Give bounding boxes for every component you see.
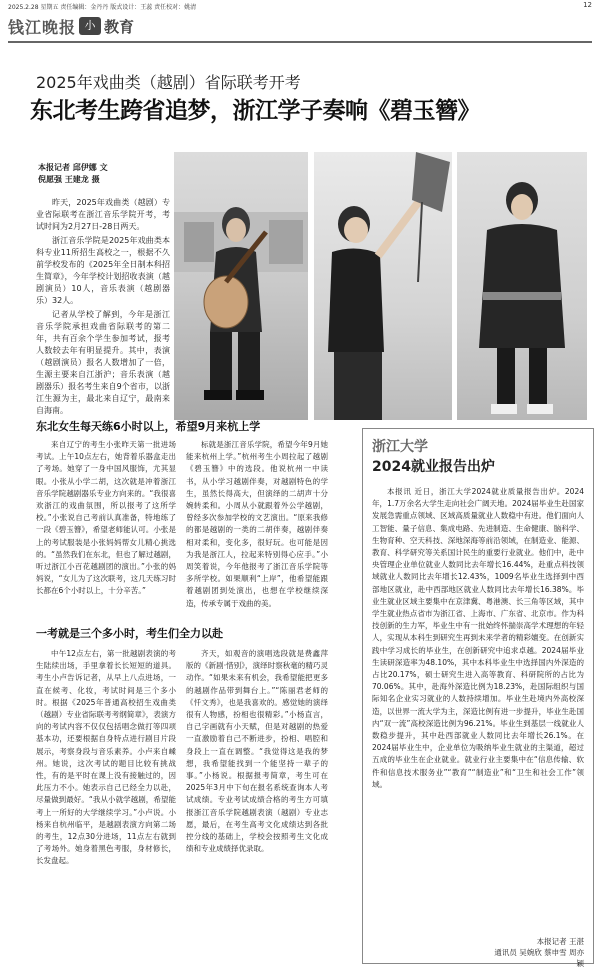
body-paragraph: 中午12点左右，第一批越剧表演的考生陆续出场，手里拿着长长短短的道具。考生小卢告诉记者，从早上八点进场，一直在候考、化妆，考试时间是三个多小时。根据《2025年普通高校招生戏曲类（越剧）专业省际联考考纲简章》，表演方向的考试内容不仅仅包括唱念做打等四项基本功，还要根据自身特点进行剧目片段展示，考察身段与音乐素养。小卢来自嵊州。她说，这次考试的题目比较有挑战性，有的是平时在课上没有接触过的，因此压力不小。她表示自己已经全力以赴，尽量做到最好。“我从小就学越剧，希望能考上一所好的大学继续学习。”小卢说。小杨来自杭州临平，是越剧表演方向第二场的考生，12点30分进场，11点左右就到了考场外。她身着黑色考服，身材修长，长发盘起。 xyxy=(36,649,176,866)
section-name: 教育 xyxy=(104,17,135,36)
lead-text xyxy=(36,197,170,419)
body-column-1 xyxy=(36,439,176,598)
masthead xyxy=(8,14,134,38)
page-header-bar xyxy=(0,0,600,10)
article-kicker: 2025年戏曲类（越剧）省际联考开考 xyxy=(36,73,301,92)
byline-writer: 本报记者 邱伊娜 文 xyxy=(38,163,108,172)
body-column-4 xyxy=(186,648,328,855)
subhead-northeast-student: 东北女生每天练6小时以上，希望9月来杭上学 xyxy=(36,420,261,433)
body-paragraph: 本报讯 近日，浙江大学2024就业质量报告出炉。2024年，1.7万余名大学生走向社会广阔天地。2024届毕业生赴国家发展急需重点领域、区域高质量就业人数稳中有进。他们面向人工智能、量子信息、集成电路、先进制造、生命健康、脑科学、生物育种、空天科技、深地深海等前沿领域，在制造业、能源、教育、科学研究等关系国计民生的重要行业就业。他们中，赴中央管理企业单位就业人数同比去年增长16.44%，赴重点科技领域就业人数同比去年增长12.43%，1009名毕业生选择到中西部地区就业，赴中西部地区就业人数同比去年增长16.38%。毕业生就业区域主要集中在京津冀、粤港澳、长三角等区域，其中学生就业热点省市为浙江省、上海市、广东省、北京市。作为科技创新的生力军，毕业生中有一批始终怀揣崇高学术理想的年轻人，实现从本科生到研究生再到未来学者的精彩嬗变。在创新实践中学习成长的毕业生，在创新研究中追求卓越。2024届毕业生读研深造率为48.10%，其中本科毕业生中选择国内外深造的占比20.17%，硕士研究生进入高等教育、科研院所的占比为70.06%。其中，赴海外深造比例为18.23%，赴国际组织与国际知名企业实习就业的人数持续增加。毕业生赴境内外高校深造，以世界一流大学为主，深造比例有进一步提升，毕业生赴国内“双一流”高校深造比例为96.21%。毕业生到基层一线就业人数稳步提升，其中赴西部就业人数同比去年增长26.1%。在2024届毕业生中，企业单位为吸纳毕业生就业的主渠道，超过五成的毕业生在企业就业。就业行业主要集中在“信息传输、软件和信息技术服务业”“教育”“制造业”和“卫生和社会工作”领域。 xyxy=(372,487,584,789)
body-column-3 xyxy=(36,648,176,868)
sidebar-body xyxy=(372,486,584,791)
photo-pipa-player xyxy=(174,152,308,420)
photo-costumed-student xyxy=(457,152,587,420)
signoff-reporter: 本报记者 王湛 xyxy=(536,937,584,946)
header-rule xyxy=(8,41,592,43)
sidebar-title-university: 浙江大学 xyxy=(372,439,428,455)
pipa-player-icon xyxy=(174,152,308,420)
subhead-exam-duration: 一考就是三个多小时，考生们全力以赴 xyxy=(36,627,223,640)
body-paragraph: 来自辽宁的考生小张昨天第一批进场考试。上午10点左右，她背着乐器盒走出了考场。她穿了一身中国风服饰，尤其显眼。小张从小学二胡，这次就是冲着浙江音乐学院越剧器乐专业方向来的。“我很喜欢浙江的戏曲氛围，所以报考了这所学校。”小张说自己考前认真准备，特地练了一段《碧玉簪》，希望老师能认可。小张是上的考试服装是小张妈妈帮女儿精心挑选的。“虽然我们在东北，但也了解过越剧，听过浙江小百花越剧团的演出。”小张的妈妈说，“女儿为了这次联考，这几天练习时长都在6个小时以上，十分辛苦。” xyxy=(36,440,176,596)
page-number: 12 xyxy=(583,1,592,9)
article-headline: 东北考生跨省追梦，浙江学子奏响《碧玉簪》 xyxy=(30,97,480,124)
photo-opera-performer xyxy=(314,152,452,420)
sidebar-title-report: 2024就业报告出炉 xyxy=(372,459,495,475)
body-paragraph: 标就是浙江音乐学院，希望今年9月她能来杭州上学。”杭州考生小周拉起了越剧《碧玉簪》中的选段。他说杭州一中读书，从小学习越剧伴奏，对越剧特色的学生，虽然长得高大，但演绎的二胡声十分婉转柔和。小周从小就跟着外公学越剧，曾经多次参加学校的文艺演出。“原来我修的都是越剧的一类的二胡伴奏，越剧伴奏相对柔和，变化多，很好玩。也可能是因为我是浙江人，拉起来特别得心应手。”小周笑着说，今年他报考了浙江音乐学院等多所学校。如果顺利“上岸”，他希望能跟着越剧团到处演出，也想在学校继续深造，传承专属于戏曲的美。 xyxy=(186,440,328,608)
article-byline xyxy=(38,162,108,186)
lead-paragraph: 记者从学校了解到，今年是浙江音乐学院承担戏曲省际联考的第二年，共有百余个学生参加考试，报考人数较去年有明显提升。其中，表演（越剧演员）报名人数增加了一倍，生源主要来自江浙沪；音乐表演（越剧器乐）报名考生来自9个省市，以浙江生源为主，最北来自辽宁，最南来自海南。 xyxy=(36,310,170,415)
lead-paragraph: 昨天，2025年戏曲类（越剧）专业省际联考在浙江音乐学院开考，考试时间为2月27日-28日两天。 xyxy=(36,198,170,231)
sidebar-signoff xyxy=(488,936,584,969)
logo-badge-icon: 小 xyxy=(79,17,101,35)
date-editor-line: 2025.2.28 星期五 责任编辑：金丹丹 版式设计：王蕊 责任校对：姚清 xyxy=(8,4,197,11)
signoff-correspondents: 通讯员 吴婉欣 蔡申雪 周亦颖 xyxy=(494,948,584,968)
byline-photographer: 倪愿强 王建龙 摄 xyxy=(38,175,100,184)
lead-paragraph: 浙江音乐学院是2025年戏曲类本科专业11所招生高校之一，根据不久前学校发布的《2025年全日制本科招生简章》，今年学校计划招收表演（越剧演员）10人，音乐表演（越剧器乐）32人。 xyxy=(36,236,170,305)
costumed-student-icon xyxy=(457,152,587,420)
opera-performer-icon xyxy=(314,152,452,420)
body-paragraph: 齐天，如观音的演唱选段就是费鑫萍版的《新剧·惜别》，演绎时察秋毫的精巧灵动作。“如果未来有机会，我希望能把更多的越剧作品带到舞台上。”“陈丽君老师的《忏文秀》，也是我喜欢的。感觉她的演绎很有人物感，扮相也很精彩。”小杨直言，自己字画就有小天赋，但是对越剧的热爱一直激励着自己不断进步，扮相、唱腔和身段上一直在调整。“我觉得这是我的梦想，我希望能找到一个能坚持一辈子的事。”小杨说。根据报考简章，考生可在2025年3月中下旬在报名系统查询本人考试成绩。专业考试成绩合格的考生方可填报浙江音乐学院越剧表演（越剧）专业志愿，最后，在考生高考文化成绩达到各批控分线的基础上，学校会按照考生文化成绩和专业成绩择优录取。 xyxy=(186,649,328,854)
body-column-2 xyxy=(186,439,328,610)
newspaper-logo: 钱江晚报 xyxy=(8,17,77,37)
